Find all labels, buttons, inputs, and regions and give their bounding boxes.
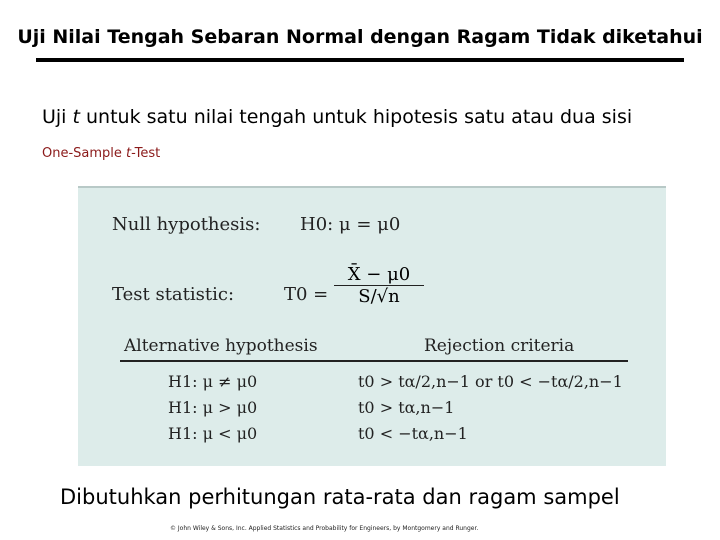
test-statistic-fraction: [334, 264, 424, 307]
test-statistic-label: Test statistic:: [112, 284, 235, 305]
slide-title: Uji Nilai Tengah Sebaran Normal dengan Ragam Tidak diketahui: [17, 26, 703, 48]
one-sample-t-test-box: [78, 186, 666, 466]
fraction-numerator: X̄ − μ0: [334, 264, 424, 286]
test-statistic-lhs: T0 =: [284, 284, 329, 305]
alternative-hypothesis-header: Alternative hypothesis: [124, 336, 318, 356]
alt-hypothesis-upper: H1: μ > μ0: [168, 398, 258, 417]
null-hypothesis-formula: H0: μ = μ0: [300, 214, 401, 235]
rejection-criteria-upper: t0 > tα,n−1: [358, 398, 455, 417]
test-name-label: One-Sample t-Test: [42, 146, 161, 161]
table-header-rule: [120, 360, 628, 362]
copyright-notice: © John Wiley & Sons, Inc. Applied Statistics and Probability for Engineers, by Montgomery and Runger.: [170, 525, 479, 532]
footnote-text: Dibutuhkan perhitungan rata-rata dan ragam sampel: [60, 485, 620, 509]
slide-subtitle: Uji t untuk satu nilai tengah untuk hipotesis satu atau dua sisi: [42, 106, 633, 128]
rejection-criteria-lower: t0 < −tα,n−1: [358, 424, 468, 443]
rejection-criteria-two-sided: t0 > tα/2,n−1 or t0 < −tα/2,n−1: [358, 372, 623, 391]
alt-hypothesis-lower: H1: μ < μ0: [168, 424, 258, 443]
fraction-denominator: S/√n: [358, 286, 400, 307]
title-divider: [36, 58, 684, 62]
null-hypothesis-label: Null hypothesis:: [112, 214, 261, 235]
rejection-criteria-header: Rejection criteria: [424, 336, 575, 356]
alt-hypothesis-two-sided: H1: μ ≠ μ0: [168, 372, 258, 391]
